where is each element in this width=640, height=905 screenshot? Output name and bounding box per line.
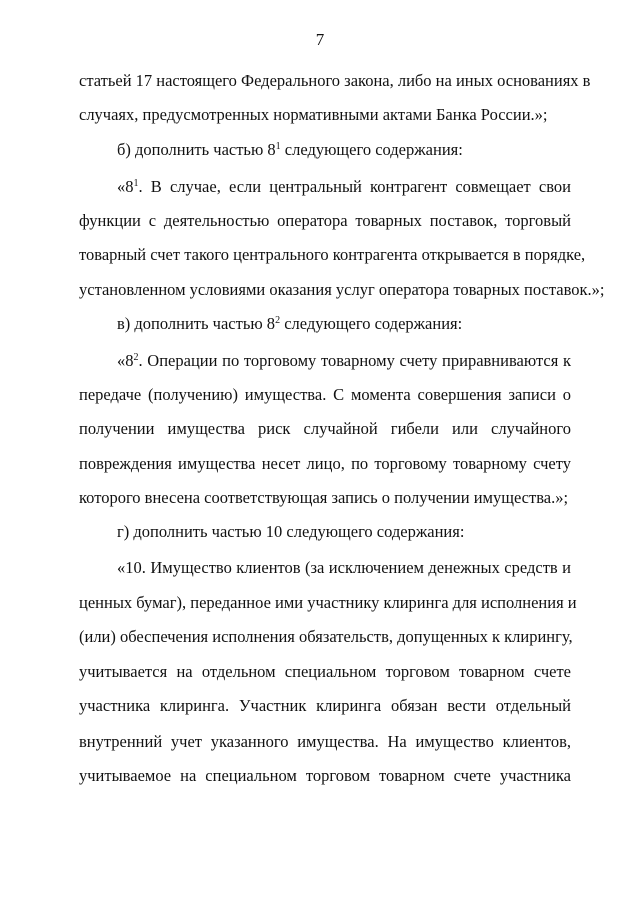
text-line: передаче (получению) имущества. С момента совершения записи о	[79, 385, 571, 404]
text-line	[117, 313, 571, 335]
text-fragment: «$8^1$	[117, 177, 139, 196]
text-fragment: в) дополнить частью 8	[117, 314, 276, 333]
text-line: ценных бумаг), переданное ими участнику клиринга для исполнения и	[79, 593, 577, 612]
text-line: которого внесена соответствующая запись о получении имущества.»;	[79, 488, 569, 507]
superscript: 1	[275, 141, 281, 152]
text-line: получении имущества риск случайной гибели или случайного	[79, 419, 571, 438]
superscript: 2	[133, 352, 139, 363]
text-line	[117, 139, 571, 161]
text-line: г) дополнить частью 10 следующего содержания:	[117, 522, 465, 541]
superscript: 2	[275, 315, 281, 326]
text-line: товарный счет такого центрального контрагента открывается в порядке,	[79, 245, 586, 264]
text-fragment: б) дополнить частью 8	[117, 140, 276, 159]
text-line: функции с деятельностью оператора товарных поставок, торговый	[79, 211, 571, 230]
text-line: случаях, предусмотренных нормативными актами Банка России.»;	[79, 105, 548, 124]
text-line	[117, 350, 571, 372]
superscript: 1	[133, 178, 139, 189]
text-fragment: следующего содержания:	[280, 140, 463, 159]
text-line: участника клиринга. Участник клиринга обязан вести отдельный	[79, 696, 571, 715]
text-line: внутренний учет указанного имущества. На имущество клиентов,	[79, 732, 571, 751]
text-line: (или) обеспечения исполнения обязательств, допущенных к клирингу,	[79, 627, 573, 646]
text-line	[117, 176, 571, 198]
text-line: статьей 17 настоящего Федерального закона, либо на иных основаниях в	[79, 71, 591, 90]
text-line: учитывается на отдельном специальном торговом товарном счете	[79, 662, 571, 681]
text-fragment: «$8^2$	[117, 351, 139, 370]
page-number: 7	[315, 30, 325, 49]
text-line: повреждения имущества несет лицо, по торговому товарному счету	[79, 454, 571, 473]
text-fragment: следующего содержания:	[280, 314, 463, 333]
text-fragment: . Операции по торговому товарному счету приравниваются к	[138, 351, 571, 370]
text-line: «10. Имущество клиентов (за исключением денежных средств и	[117, 558, 571, 577]
text-line: установленном условиями оказания услуг оператора товарных поставок.»;	[79, 280, 605, 299]
text-line: учитываемое на специальном торговом товарном счете участника	[79, 766, 571, 785]
text-fragment: . В случае, если центральный контрагент совмещает свои	[138, 177, 571, 196]
